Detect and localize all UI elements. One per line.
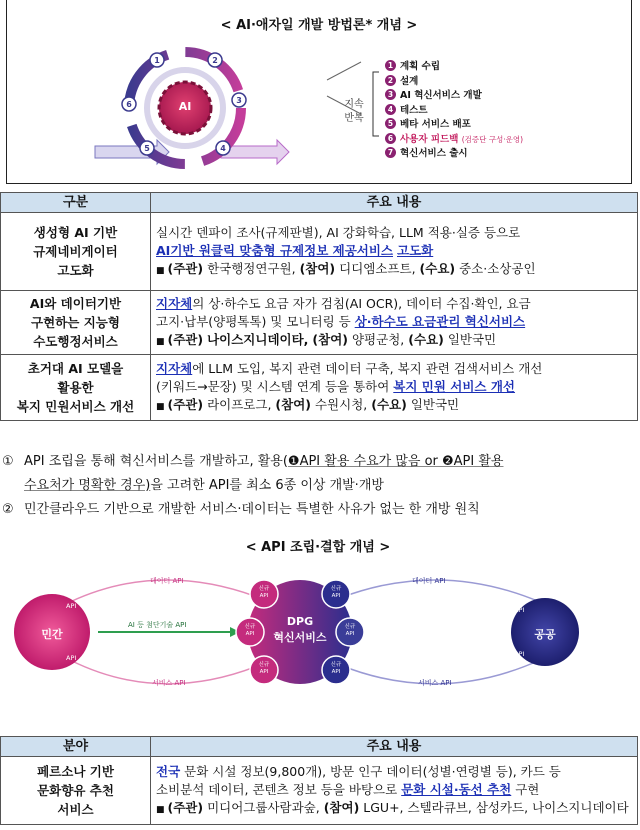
new-api-label: 신규 API: [344, 624, 356, 637]
content-text: 문화 시설 정보(9,800개), 방문 인구 데이터(성별·연령별 등), 카드 등: [184, 763, 561, 779]
row-category-text: 생성형 AI 기반 규제네비게이터 고도화: [33, 225, 118, 278]
content-text: 에 LLM 도입, 복지 관련 데이터 구축, 복지 관련 검색서비스 개선: [192, 360, 543, 376]
role-part-label: (참여): [312, 331, 348, 347]
highlight-text: 지자체: [156, 295, 193, 311]
cycle-marker-6-num: 6: [126, 100, 132, 109]
principle-text: 민간클라우드 기반으로 개발한 서비스·데이터는 특별한 사유가 없는 한 개방 원칙: [24, 502, 480, 517]
step-item: [385, 104, 523, 119]
row-category: [1, 213, 151, 291]
header-category: 구분: [1, 193, 151, 213]
service-table-1: [0, 192, 638, 421]
cycle-marker-4-num: 4: [220, 144, 226, 153]
api-tag: API: [66, 602, 77, 610]
table-row: [1, 213, 638, 291]
highlight-text: 고도화: [397, 242, 434, 258]
role-lead: 라이프로그,: [207, 396, 272, 412]
step-label: 사용자 피드백: [400, 133, 459, 145]
service-api-label-right: 서비스 API: [418, 679, 452, 687]
service-api-label-left: 서비스 API: [152, 679, 186, 687]
table-row: [1, 757, 638, 825]
new-api-label: 신규 API: [244, 624, 256, 637]
content-text: 의 상·하수도 요금 자가 검침(AI OCR), 데이터 수집·확인, 요금: [192, 295, 531, 311]
step-item: [385, 147, 523, 162]
new-api-label: 신규 API: [330, 586, 342, 599]
role-demand: 일반국민: [410, 396, 460, 412]
new-api-label: 신규 API: [330, 662, 342, 675]
iteration-arrow: [327, 62, 361, 80]
iteration-label: 지속 반복: [344, 99, 364, 124]
square-bullet-icon: ■: [156, 336, 165, 347]
content-line: [156, 295, 632, 313]
principle-number: ②: [2, 502, 14, 517]
square-bullet-icon: ■: [156, 401, 165, 412]
highlight-text: 상·하수도 요금관리 혁신서비스: [354, 313, 526, 329]
table-header-row: [1, 193, 638, 213]
role-part-label: (참여): [323, 799, 360, 815]
content-line: [156, 763, 632, 781]
role-lead: 미디어그룹사람과숲,: [207, 799, 320, 815]
role-part: LGU+, 스텔라큐브, 삼성카드, 나이스지니데이타: [363, 799, 629, 815]
row-category: [1, 757, 151, 825]
step-item: [385, 75, 523, 90]
api-tag: API: [514, 606, 525, 614]
step-note: (검증단 구성·운영): [461, 134, 524, 144]
role-demand-label: (수요): [371, 396, 407, 412]
step-label: 설계: [400, 75, 419, 87]
role-lead-label: (주관): [167, 799, 204, 815]
api-tag: API: [66, 654, 77, 662]
row-category-text: 페르소나 기반 문화향유 추천 서비스: [37, 764, 114, 817]
public-label: 공공: [534, 628, 556, 641]
content-line: [156, 360, 632, 378]
header-content: 주요 내용: [151, 193, 638, 213]
content-line: [156, 242, 632, 260]
step-number-icon: 5: [385, 118, 396, 129]
content-text: 구현: [515, 781, 540, 797]
agile-cycle-graphic: [7, 0, 633, 184]
step-number-icon: 7: [385, 147, 396, 158]
highlight-text: 복지 민원 서비스 개선: [393, 378, 516, 394]
content-line: [156, 781, 632, 799]
role-demand: 중소·소상공인: [459, 260, 536, 276]
role-lead-label: (주관): [167, 260, 204, 276]
principle-text: 을 고려한 API를 최소 6종 이상 개발·개방: [150, 478, 384, 493]
role-part: 수원시청,: [314, 396, 368, 412]
principle-text: API 조립을 통해 혁신서비스를 개발하고, 활용(: [24, 454, 288, 469]
iteration-bracket: [373, 72, 379, 136]
step-label: AI 혁신서비스 개발: [400, 90, 482, 101]
step-number-icon: 4: [385, 104, 396, 115]
role-part: 양평군청,: [351, 331, 405, 347]
content-line: 실시간 덴파이 조사(규제판별), AI 강화학습, LLM 적용·실증 등으로: [156, 224, 521, 240]
principle-sub: 수요처가 명확한 경우): [24, 478, 151, 493]
data-api-label-right: 데이터 API: [412, 577, 446, 585]
row-category-text: AI와 데이터기반 구현하는 지능형 수도행정서비스: [29, 296, 122, 349]
api-diagram-box: [0, 530, 636, 720]
step-item: [385, 60, 523, 75]
role-demand-label: (수요): [419, 260, 456, 276]
role-demand: 일반국민: [447, 331, 497, 347]
principle-item: [0, 498, 640, 522]
square-bullet-icon: ■: [156, 804, 165, 815]
table-row: [1, 291, 638, 355]
role-line: [156, 799, 632, 819]
row-content: [151, 291, 638, 355]
step-label: 혁신서비스 출시: [400, 148, 468, 159]
principle-number: ①: [2, 454, 14, 469]
api-tag: API: [514, 650, 525, 658]
cycle-marker-1-num: 1: [154, 56, 160, 65]
step-label: 계획 수립: [400, 61, 441, 72]
role-line: [156, 260, 632, 280]
cycle-marker-2-num: 2: [212, 56, 218, 65]
role-lead-label: (주관): [167, 396, 204, 412]
header-category: 분야: [1, 737, 151, 757]
data-api-label-left: 데이터 API: [150, 577, 184, 585]
ai-api-label: AI 등 첨단기술 API: [128, 621, 187, 629]
api-diagram-title: < API 조립·결합 개념 >: [245, 540, 391, 555]
step-list: [385, 60, 523, 162]
role-part-label: (참여): [299, 260, 336, 276]
private-label: 민간: [41, 628, 63, 641]
row-category-text: 초거대 AI 모델을 활용한 복지 민원서비스 개선: [16, 361, 135, 414]
principle-item-cont: [0, 474, 640, 498]
role-line: [156, 331, 632, 351]
row-content: [151, 355, 638, 421]
role-lead: 한국행정연구원,: [207, 260, 296, 276]
highlight-text: 지자체: [156, 360, 193, 376]
agile-diagram-title: < AI·애자일 개발 방법론* 개념 >: [220, 18, 418, 33]
row-category: [1, 355, 151, 421]
content-line: [156, 378, 632, 396]
step-item: [385, 118, 523, 133]
highlight-text: 문화 시설·동선 추천: [401, 781, 512, 797]
content-line: [156, 313, 632, 331]
step-label: 베타 서비스 배포: [400, 119, 471, 130]
square-bullet-icon: ■: [156, 265, 165, 276]
step-item: [385, 89, 523, 104]
content-text: 소비분석 데이터, 콘텐츠 정보 등을 바탕으로: [156, 781, 398, 797]
role-line: [156, 396, 632, 416]
step-number-icon: 2: [385, 75, 396, 86]
step-number-icon: 1: [385, 60, 396, 71]
step-number-icon: 6: [385, 133, 396, 144]
principles-list: [0, 450, 640, 522]
new-api-label: 신규 API: [258, 662, 270, 675]
ai-center-label: AI: [178, 100, 192, 113]
role-demand-label: (수요): [408, 331, 444, 347]
principle-item: [0, 450, 640, 474]
row-content: [151, 757, 638, 825]
highlight-text: AI기반 원클릭 맞춤형 규제정보 제공서비스: [156, 242, 394, 258]
step-label: 테스트: [400, 104, 428, 116]
content-text: (키워드→문장) 및 시스템 연계 등을 통하여: [156, 378, 390, 394]
principle-sub: ❶API 활용 수요가 많음 or ❷API 활용: [287, 454, 504, 469]
role-lead-label: (주관): [167, 331, 204, 347]
step-number-icon: 3: [385, 89, 396, 100]
table-header-row: [1, 737, 638, 757]
row-content: [151, 213, 638, 291]
content-text: 고지·납부(양평톡톡) 및 모니터링 등: [156, 313, 351, 329]
row-category: [1, 291, 151, 355]
new-api-label: 신규 API: [258, 586, 270, 599]
role-lead: 나이스지니데이타,: [207, 331, 309, 347]
dpg-center-label: DPG 혁신서비스: [273, 615, 327, 644]
agile-diagram-box: [6, 0, 632, 184]
highlight-text: 전국: [156, 763, 181, 779]
role-part-label: (참여): [275, 396, 311, 412]
header-content: 주요 내용: [151, 737, 638, 757]
cycle-marker-3-num: 3: [236, 96, 242, 105]
cycle-marker-5-num: 5: [144, 144, 150, 153]
role-part: 디디엠소프트,: [339, 260, 416, 276]
step-item: [385, 133, 523, 148]
table-row: [1, 355, 638, 421]
service-table-2: [0, 736, 638, 825]
